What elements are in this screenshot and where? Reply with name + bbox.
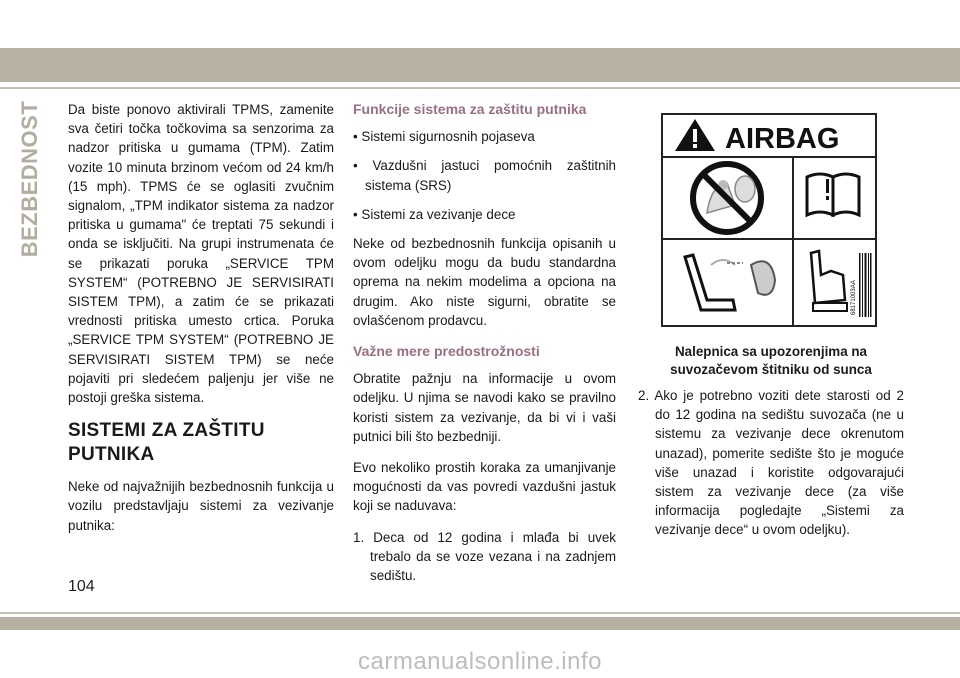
column-3 [638,386,904,552]
section-heading-line-1: SISTEMI ZA ZAŠTITU [68,420,265,442]
no-rear-facing-child-seat-icon [693,164,761,232]
bottom-band [0,617,960,630]
pointing-hand-icon [811,251,847,311]
top-band [0,48,960,82]
section-intro-paragraph: Neke od najvažnijih bezbednosnih funkcija u vozilu predstavljaju sistemi za vezivanje putnika: [68,479,334,533]
section-heading [68,419,334,467]
watermark-text: carmanualsonline.info [358,648,602,675]
manual-book-icon [807,174,859,215]
paragraph-equipment: Neke od bezbednosnih funkcija opisanih u ovom odeljku mogu da budu standardna oprema na nekim modelima a opciona na drugim. Ako niste sigurni, obratite se ovlašćenom prodavcu. [353,236,616,328]
top-band-line [0,87,960,89]
section-heading-line-2: PUTNIKA [68,444,155,466]
figure-caption-line-2: suvozačevom štitniku od sunca [670,362,872,377]
label-part-code: 68171003AA [851,280,857,315]
airbag-label-title: AIRBAG [725,123,840,155]
bottom-band-line [0,612,960,614]
page-number: 104 [68,578,95,595]
bullet-item: • Sistemi za vezivanje dece [353,206,516,222]
figure-caption-line-1: Nalepnica sa upozorenjima na [675,344,867,359]
bullet-item: • Vazdušni jastuci pomoćnih zaštitnih sistema (SRS) [353,158,616,193]
subheading-functions: Funkcije sistema za zaštitu putnika [353,101,587,117]
barcode-icon [851,253,872,317]
bullet-item: • Sistemi sigurnosnih pojaseva [353,129,535,145]
column-2 [353,100,616,597]
tpms-intro-paragraph: Da biste ponovo aktivirali TPMS, zamenite sva četiri točka točkovima sa senzorima za nadzor pritiska u gumama (TPM). Zatim vozite 10 minuta brzinom većom od 24 km/h (15 mph). TPMS će se oglasiti zvučnim signalom, „TPM indikator sistema za nadzor pritiska u gumama" će treptati 75 sekundi i onda se isključiti. Na grupi instrumenata će se prikazati poruka „SERVICE TPM SYSTEM“ (POTREBNO JE SERVISIRATI SISTEM TPM), a zatim će se prikazati vrednosti pritiska umesto crtica. Poruka „SERVICE TPM SYSTEM“ (POTREBNO JE SERVISIRATI SISTEM TPM) se neće pojaviti pri sledećem paljenju jer više ne postoji greška sistema. [68,102,334,406]
column-1 [68,100,334,547]
numbered-item-2: 2. Ako je potrebno voziti dete starosti od 2 do 12 godina na sedištu suvozača (ne u sistemu za vezivanje dece okrenutom unazad), pomerite sedište što je moguće više unazad i koristite odgovarajući sistem za vezivanje dece (za više informacija pogledajte „Sistemi za vezivanje dece“ u ovom odeljku). [638,388,904,538]
subheading-precautions: Važne mere predostrožnosti [353,343,540,360]
airbag-label-graphic [663,115,875,325]
seat-airbag-deploy-icon [685,255,775,310]
paragraph-steps: Evo nekoliko prostih koraka za umanjivanje mogućnosti da vas povredi vazdušni jastuk koji se naduvava: [353,460,616,514]
numbered-item-1: 1. Deca od 12 godina i mlađa bi uvek trebalo da se voze vezana i na zadnjem sedištu. [353,529,616,584]
paragraph-attention: Obratite pažnju na informacije u ovom odeljku. U njima se navodi kako se pravilno koristi sistem za vezivanje, da bi vi i vaši putnici bili što bezbedniji. [353,371,616,444]
airbag-warning-label [661,113,877,327]
figure-caption [638,343,904,379]
section-side-label-text: BEZBEDNOST [17,100,42,258]
